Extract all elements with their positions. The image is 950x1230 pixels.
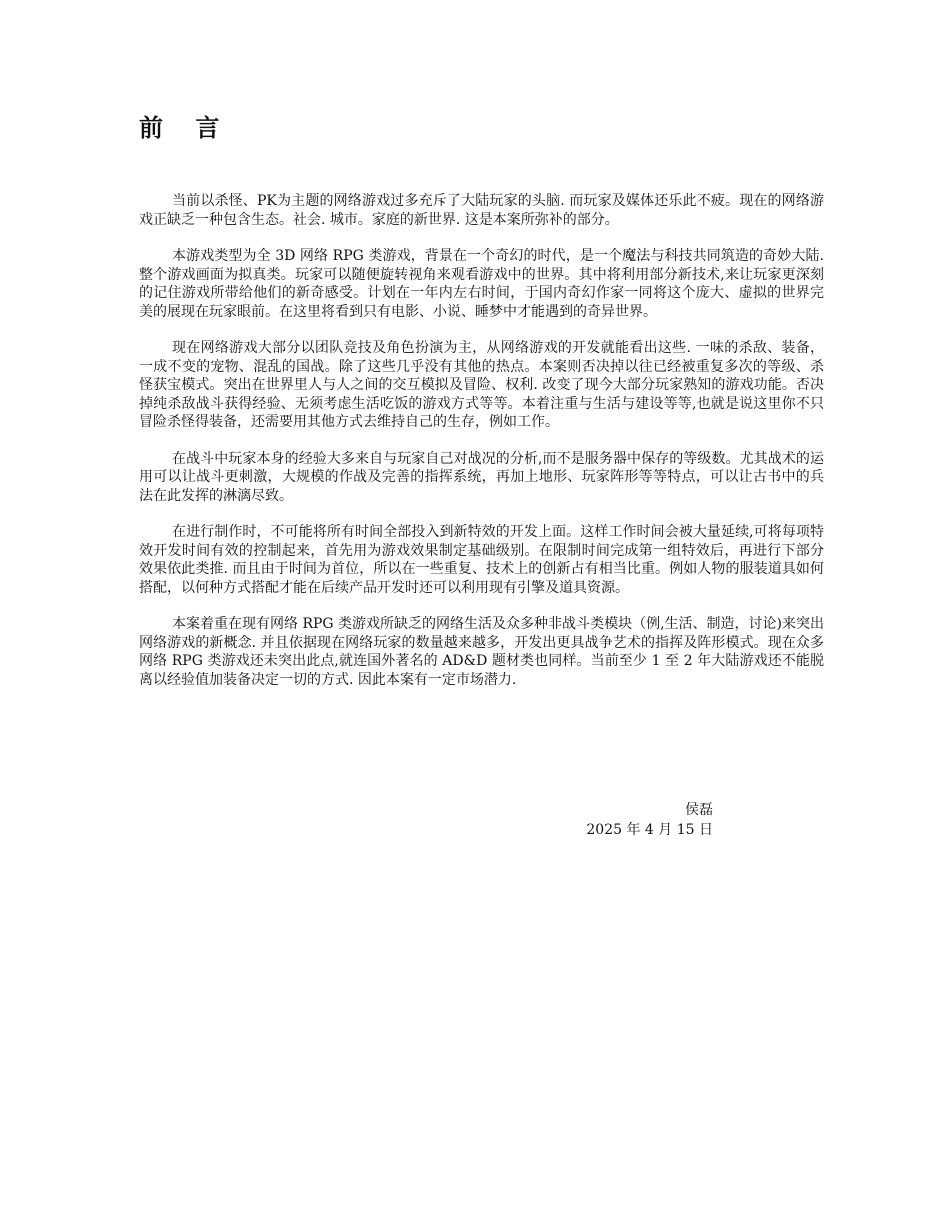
- paragraph-2: 本游戏类型为全 3D 网络 RPG 类游戏，背景在一个奇幻的时代，是一个魔法与科技共同筑造的奇妙大陆. 整个游戏画面为拟真类。玩家可以随便旋转视角来观看游戏中的世界。其中将利用部分新技术,来让玩家更深刻的记住游戏所带给他们的新奇感受。计划在一年内左右时间，于国内奇幻作家一同将这个庞大、虚拟的世界完美的展现在玩家眼前。在这里将看到只有电影、小说、睡梦中才能遇到的奇异世界。: [139, 248, 824, 320]
- paragraph-4: 在战斗中玩家本身的经验大多来自与玩家自己对战况的分析,而不是服务器中保存的等级数。尤其战术的运用可以让战斗更刺激，大规模的作战及完善的指挥系统，再加上地形、玩家阵形等等特点，可以让古书中的兵法在此发挥的淋漓尽致。: [139, 450, 824, 504]
- paragraph-3: 现在网络游戏大部分以团队竞技及角色扮演为主，从网络游戏的开发就能看出这些. 一味的杀敌、装备，一成不变的宠物、混乱的国战。除了这些几乎没有其他的热点。本案则否决掉以往已经被重复多次的等级、杀怪获宝模式。突出在世界里人与人之间的交互模拟及冒险、权利. 改变了现今大部分玩家熟知的游戏功能。否决掉纯杀敌战斗获得经验、无须考虑生活吃饭的游戏方式等等。本着注重与生活与建设等等,也就是说这里你不只冒险杀怪得装备，还需要用其他方式去维持自己的生存，例如工作。: [139, 340, 824, 430]
- signature-block: [139, 800, 713, 840]
- paragraph-1: 当前以杀怪、PK为主题的网络游戏过多充斥了大陆玩家的头脑. 而玩家及媒体还乐此不疲。现在的网络游戏正缺乏一种包含生态。社会. 城市。家庭的新世界. 这是本案所弥补的部分。: [139, 193, 824, 228]
- signature-date: 2025 年 4 月 15 日: [586, 822, 713, 838]
- document-body: [139, 112, 824, 707]
- signature-author: 侯磊: [685, 802, 713, 818]
- page-title: 前 言: [139, 114, 232, 142]
- paragraph-6: 本案着重在现有网络 RPG 类游戏所缺乏的网络生活及众多种非战斗类模块（例,生活、制造，讨论)来突出网络游戏的新概念. 并且依据现在网络玩家的数量越来越多，开发出更具战争艺术的指挥及阵形模式。现在众多网络 RPG 类游戏还未突出此点,就连国外著名的 AD&D 题材类也同样。当前至少 1 至 2 年大陆游戏还不能脱离以经验值加装备决定一切的方式. 因此本案有一定市场潜力.: [139, 616, 824, 688]
- paragraph-5: 在进行制作时，不可能将所有时间全部投入到新特效的开发上面。这样工作时间会被大量延续,可将每项特效开发时间有效的控制起来，首先用为游戏效果制定基础级别。在限制时间完成第一组特效后，再进行下部分效果依此类推. 而且由于时间为首位，所以在一些重复、技术上的创新占有相当比重。例如人物的服装道具如何搭配，以何种方式搭配才能在后续产品开发时还可以利用现有引擎及道具资源。: [139, 524, 824, 596]
